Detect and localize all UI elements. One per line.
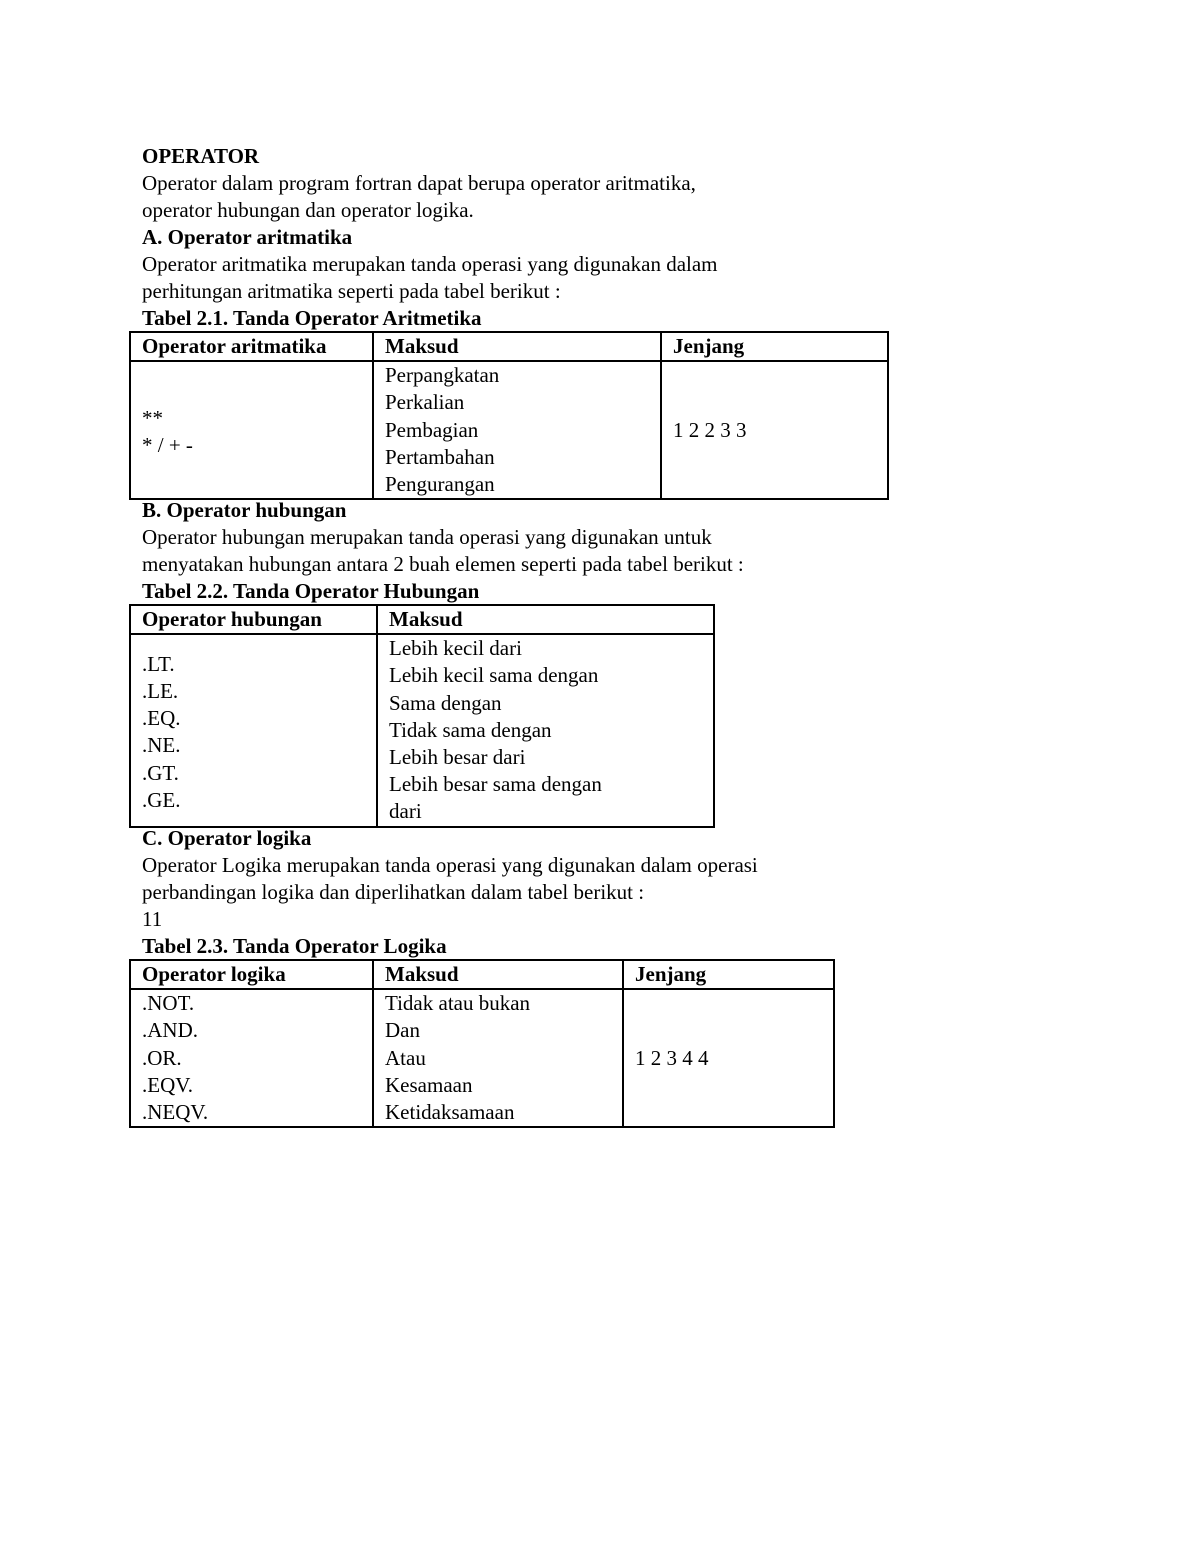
jenjang-cell — [623, 989, 834, 1127]
jenjang-value: 1 2 2 3 3 — [673, 417, 747, 442]
table-header-cell: Maksud — [377, 605, 714, 634]
table-row — [130, 989, 834, 1127]
table-header-cell: Maksud — [373, 960, 623, 989]
table-header-cell: Jenjang — [661, 332, 888, 361]
section-c-title: C. Operator logika — [142, 826, 312, 850]
section-a-text-1: Operator aritmatika merupakan tanda operasi yang digunakan dalam — [142, 252, 718, 276]
maksud-cell — [377, 634, 714, 826]
maksud-list: Lebih kecil dari Lebih kecil sama dengan Sama dengan Tidak sama dengan Lebih besar dari Lebih besar sama dengan dari — [389, 636, 602, 824]
table-header-cell: Operator logika — [130, 960, 373, 989]
section-b-text-2: menyatakan hubungan antara 2 buah elemen seperti pada tabel berikut : — [142, 552, 744, 576]
section-c-text-1: Operator Logika merupakan tanda operasi yang digunakan dalam operasi — [142, 853, 758, 877]
operator-list: .NOT. .AND. .OR. .EQV. .NEQV. — [142, 991, 209, 1125]
intro-line-1: Operator dalam program fortran dapat berupa operator aritmatika, — [142, 171, 696, 195]
maksud-list: Perpangkatan Perkalian Pembagian Pertambahan Pengurangan — [385, 363, 500, 497]
table-aritmatika — [129, 331, 889, 500]
maksud-list: Tidak atau bukan Dan Atau Kesamaan Ketidaksamaan — [385, 991, 531, 1125]
table-row — [130, 634, 714, 826]
maksud-cell — [373, 989, 623, 1127]
maksud-cell — [373, 361, 661, 499]
table-header-row — [130, 332, 888, 361]
page-title: OPERATOR — [142, 144, 260, 168]
section-c-text-2: perbandingan logika dan diperlihatkan dalam tabel berikut : — [142, 880, 645, 904]
section-a-text-2: perhitungan aritmatika seperti pada tabel berikut : — [142, 279, 561, 303]
table-header-cell: Operator hubungan — [130, 605, 377, 634]
table-header-cell: Operator aritmatika — [130, 332, 373, 361]
table-header-cell: Jenjang — [623, 960, 834, 989]
table-1-caption: Tabel 2.1. Tanda Operator Aritmetika — [142, 306, 482, 330]
table-header-row — [130, 605, 714, 634]
table-hubungan — [129, 604, 715, 828]
section-b-title: B. Operator hubungan — [142, 498, 347, 522]
jenjang-value: 1 2 3 4 4 — [635, 1045, 709, 1070]
section-b-text-1: Operator hubungan merupakan tanda operasi yang digunakan untuk — [142, 525, 712, 549]
operator-cell — [130, 989, 373, 1127]
jenjang-cell — [661, 361, 888, 499]
table-header-cell: Maksud — [373, 332, 661, 361]
intro-line-2: operator hubungan dan operator logika. — [142, 198, 474, 222]
page-number: 11 — [142, 907, 163, 931]
operator-cell — [130, 634, 377, 826]
operator-cell — [130, 361, 373, 499]
table-3-caption: Tabel 2.3. Tanda Operator Logika — [142, 934, 447, 958]
section-a-title: A. Operator aritmatika — [142, 225, 353, 249]
table-2-caption: Tabel 2.2. Tanda Operator Hubungan — [142, 579, 480, 603]
table-header-row — [130, 960, 834, 989]
operator-list: ** * / + - — [142, 406, 193, 458]
table-row — [130, 361, 888, 499]
operator-list: .LT. .LE. .EQ. .NE. .GT. .GE. — [142, 651, 181, 812]
table-logika — [129, 959, 835, 1128]
